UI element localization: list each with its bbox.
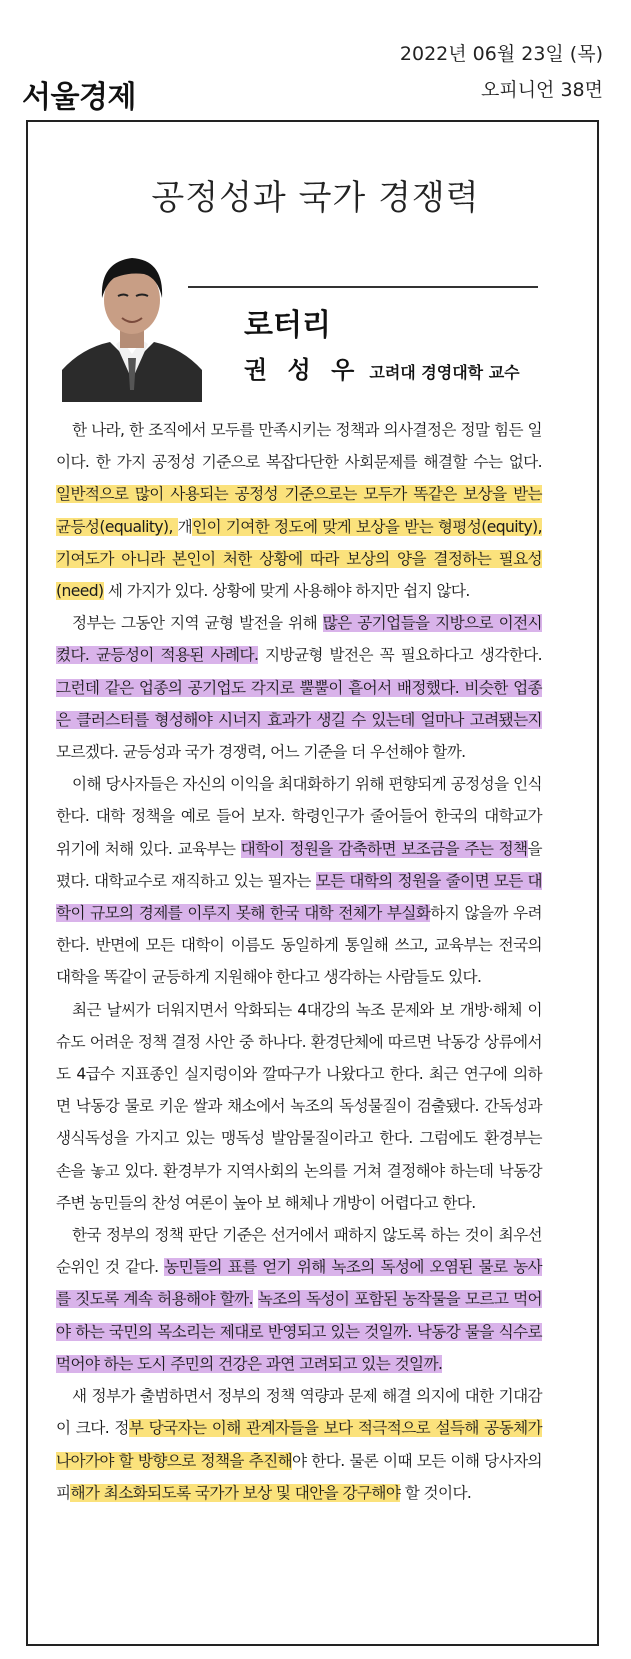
paragraph-text: 세 가지가 있다. 상황에 맞게 사용해야 하지만 쉽지 않다.: [103, 582, 470, 601]
paragraph-text: 모르겠다. 균등성과 국가 경쟁력, 어느 기준을 더 우선해야 할까.: [56, 743, 466, 762]
highlighted-text: 녹조의 독성이 포함된 농작물을 모르고 먹어야 하는 국민의 목소리는 제대로 반영되고 있는 것일까. 낙동강 물을 식수로 먹어야 하는 도시 주민의 건강은 과연 고려되고 있는 것일까.: [56, 1290, 542, 1373]
article-headline: 공정성과 국가 경쟁력: [151, 178, 480, 218]
article-paragraph: [56, 1380, 542, 1509]
dateline: [400, 36, 603, 108]
article-paragraph: [56, 607, 542, 768]
paragraph-text: 을 폈다. 대학교수로 재직하고 있는 필자는: [56, 839, 542, 890]
article-paragraph: [56, 768, 542, 993]
highlighted-text: 해가 최소화되도록 국가가 보상 및 대안을 강구해야: [70, 1483, 401, 1502]
author-portrait: [62, 242, 202, 402]
article-body: [56, 414, 542, 1509]
paragraph-text: 할 것이다.: [400, 1483, 472, 1502]
newspaper-masthead: 서울경제: [22, 80, 136, 115]
header-rule: [188, 286, 538, 288]
paragraph-text: 한 나라, 한 조직에서 모두를 만족시키는 정책과 의사결정은 정말 힘든 일이다. 한 가지 공정성 기준으로 복잡다단한 사회문제를 해결할 수는 없다.: [56, 421, 542, 472]
column-name: 로터리: [244, 308, 331, 343]
highlighted-text: 대학이 정원을 감축하면 보조금을 주는 정책: [240, 839, 528, 858]
byline: [244, 350, 520, 385]
article-paragraph: [56, 994, 542, 1219]
highlighted-text: 인이 기여한 정도에 맞게 보상을 받는 형평성(equity), 기여도가 아니라 본인이 처한 상황에 따라 보상의 양을 결정하는 필요성(need): [56, 517, 542, 601]
highlighted-text: 부 당국자는 이해 관계자들을 보다 적극적으로 설득해 공동체가 나아가야 할 방향으로 정책을 추진해: [56, 1419, 542, 1470]
author-title: 고려대 경영대학 교수: [369, 363, 520, 382]
publication-date: 2022년 06월 23일 (목): [399, 43, 603, 65]
highlighted-text: 농민들의 표를 얻기 위해 녹조의 독성에 오염된 물로 농사를 짓도록 계속 허용해야 할까.: [56, 1258, 542, 1309]
highlighted-text: 그런데 같은 업종의 공기업도 각지로 뿔뿔이 흩어서 배정했다. 비슷한 업종은 클러스터를 형성해야 시너지 효과가 생길 수 있는데 얼마나 고려됐는지: [56, 678, 542, 729]
article-paragraph: [56, 414, 542, 607]
highlighted-text: 모든 대학의 정원을 줄이면 모든 대학이 규모의 경제를 이루지 못해 한국 대학 전체가 부실화: [56, 871, 542, 923]
paragraph-text: 지방균형 발전은 꼭 필요하다고 생각한다.: [258, 646, 542, 665]
paragraph-text: 이해 당사자들은 자신의 이익을 최대화하기 위해 편향되게 공정성을 인식한다. 대학 정책을 예로 들어 보자. 학령인구가 줄어들어 한국의 대학교가 위기에 처해 있다. 교육부는: [56, 775, 542, 858]
paragraph-text: 정부는 그동안 지역 균형 발전을 위해: [72, 614, 323, 633]
article-paragraph: [56, 1219, 542, 1380]
paragraph-text: 하지 않을까 우려한다. 반면에 모든 대학이 이름도 동일하게 통일해 쓰고, 교육부는 전국의 대학을 똑같이 균등하게 지원해야 한다고 생각하는 사람들도 있다.: [56, 904, 542, 987]
paragraph-text: 새 정부가 출범하면서 정부의 정책 역량과 문제 해결 의지에 대한 기대감이 크다. 정: [56, 1387, 542, 1438]
paragraph-text: 야 한다. 물론 이때 모든 이해 당사자의 피: [56, 1451, 542, 1502]
author-name: 권 성 우: [244, 356, 361, 384]
paragraph-text: 최근 날씨가 더워지면서 악화되는 4대강의 녹조 문제와 보 개방·해체 이슈도 어려운 정책 결정 사안 중 하나다. 환경단체에 따르면 낙동강 상류에서도 4급수 지표종인 실지렁이와 깔따구가 나왔다고 한다. 최근 연구에 의하면 낙동강 물로 키운 쌀과 채소에서 녹조의 독성물질이 검출됐다. 간독성과 생식독성을 가지고 있는 맹독성 발암물질이라고 한다. 그럼에도 환경부는 손을 놓고 있다. 환경부가 지역사회의 논의를 거쳐 결정해야 하는데 낙동강 주변 농민들의 찬성 여론이 높아 보 해체나 개방이 어렵다고 한다.: [56, 1000, 542, 1212]
section-page: 오피니언 38면: [481, 79, 603, 101]
paragraph-text: 개: [177, 517, 193, 536]
paragraph-text: 한국 정부의 정책 판단 기준은 선거에서 패하지 않도록 하는 것이 최우선 순위인 것 같다.: [56, 1226, 542, 1277]
highlighted-text: 많은 공기업들을 지방으로 이전시켰다. 균등성이 적용된 사례다.: [56, 614, 542, 665]
highlighted-text: 일반적으로 많이 사용되는 공정성 기준으로는 모두가 똑같은 보상을 받는 균등성(equality),: [56, 485, 542, 536]
